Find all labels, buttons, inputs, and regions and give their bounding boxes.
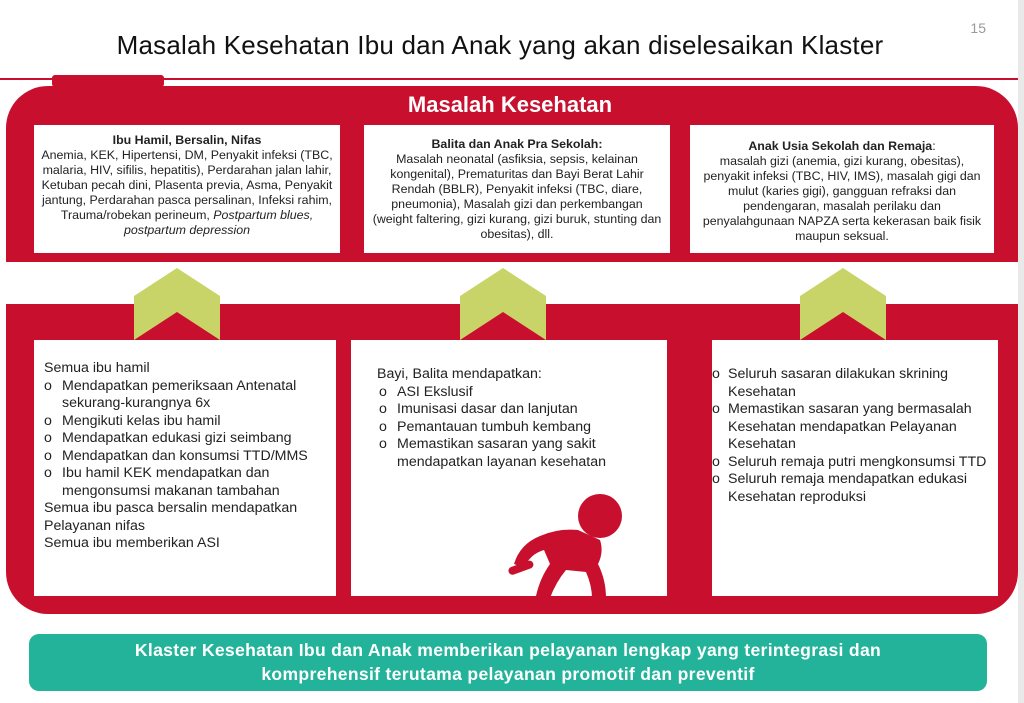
list-item [712,454,992,472]
list-item-text: Seluruh remaja mendapatkan edukasi Kesehatan reproduksi [728,471,967,505]
list-item [44,430,330,448]
bullet-marker: o [712,471,720,487]
problem-body: Anemia, KEK, Hipertensi, DM, Penyakit infeksi (TBC, malaria, HIV, sifilis, hepatitis), Perdarahan jalan lahir, Ketuban pecah dini, Plasenta previa, Asma, Penyakit jantung, Perdarahan pasca persalinan, Infeksi rahim, Trauma/robekan perineum, [41,148,333,222]
target-outro: Semua ibu memberikan ASI [44,535,220,551]
bullet-marker: o [379,436,387,452]
list-item-text: Memastikan sasaran yang bermasalah Kesehatan mendapatkan Pelayanan Kesehatan [728,401,972,452]
bullet-marker: o [712,366,720,382]
list-item-text: Mengikuti kelas ibu hamil [62,412,221,429]
list-item [44,413,330,431]
list-item-text: Mendapatkan dan konsumsi TTD/MMS [62,447,308,464]
list-item-text: Seluruh sasaran dilakukan skrining Kesehatan [728,366,949,400]
section-header-title: Masalah Kesehatan [407,92,613,117]
list-item [44,378,330,413]
banner-line: Klaster Kesehatan Ibu dan Anak memberikan pelayanan lengkap yang terintegrasi dan [134,640,882,660]
slide-title: Masalah Kesehatan Ibu dan Anak yang akan diselesaikan Klaster [116,30,884,60]
target-intro: Semua ibu hamil [44,360,150,376]
crawling-baby-icon [500,468,640,608]
list-item [712,471,992,506]
problem-body: Masalah neonatal (asfiksia, sepsis, kelainan kongenital), Prematuritas dan Bayi Berat Lahir Rendah (BBLR), Penyakit infeksi (TBC, diare, pneumonia), Masalah gizi dan perkembangan (weight faltering, gizi kurang, gizi buruk, stunting dan obesitas), dll. [372,152,662,241]
list-item [379,436,659,471]
problem-card-maternal [34,125,340,253]
bullet-marker: o [712,453,720,470]
problem-heading-wrap [696,139,988,154]
target-list [712,366,992,506]
list-item-text: Mendapatkan edukasi gizi seimbang [62,430,292,446]
banner-line: komprehensif terutama pelayanan promotif dan preventif [261,664,755,684]
list-item-text: ASI Ekslusif [397,383,473,400]
up-arrow-icon [800,268,886,340]
target-list [44,378,330,501]
problem-heading: Anak Usia Sekolah dan Remaja [748,139,933,153]
bullet-marker: o [44,447,52,464]
bullet-marker: o [712,401,720,417]
bullet-marker: o [44,412,52,429]
problem-heading: Balita dan Anak Pra Sekolah: [431,137,603,151]
list-item-text: Pemantauan tumbuh kembang [397,418,592,435]
list-item [44,448,330,466]
problem-body: masalah gizi (anemia, gizi kurang, obesitas), penyakit infeksi (TBC, HIV, IMS), masalah gigi dan mulut (karies gigi), gangguan refraksi dan pendengaran, masalah perilaku dan penyalahgunaan NAPZA serta kekerasan baik fisik maupun seksual. [702,154,982,243]
target-outro: Semua ibu pasca bersalin mendapatkan Pelayanan nifas [44,500,298,534]
bullet-marker: o [379,383,387,400]
slide-edge [1018,0,1024,703]
bullet-marker: o [44,430,52,446]
bullet-marker: o [379,418,387,435]
bullet-marker: o [379,401,387,417]
list-item-text: Ibu hamil KEK mendapatkan dan mengonsumsi makanan tambahan [62,465,280,499]
list-item [44,465,330,500]
target-card-maternal [34,340,336,596]
bullet-marker: o [44,465,52,481]
problem-body-italic: Postpartum blues, postpartum depression [123,208,314,237]
list-item [712,366,992,401]
problem-card-toddler [364,125,670,253]
problem-card-school-teen [690,125,994,253]
list-item [379,401,659,419]
up-arrow-icon [460,268,546,340]
bullet-marker: o [44,377,52,394]
list-item-text: Mendapatkan pemeriksaan Antenatal sekurang-kurangnya 6x [62,377,297,411]
target-intro: Bayi, Balita mendapatkan: [377,366,542,382]
problem-heading-suffix: : [932,139,936,153]
target-card-school-teen [712,340,998,596]
problem-heading: Ibu Hamil, Bersalin, Nifas [112,133,262,147]
summary-banner [29,634,987,691]
list-item-text: Seluruh remaja putri mengkonsumsi TTD [728,453,987,470]
up-arrow-icon [134,268,220,340]
list-item-text: Imunisasi dasar dan lanjutan [397,401,578,417]
page-number: 15 [970,20,986,36]
target-list [377,384,659,472]
list-item [712,401,992,454]
list-item [379,419,659,437]
list-item [379,384,659,402]
list-item-text: Memastikan sasaran yang sakit mendapatkan layanan kesehatan [397,436,607,470]
